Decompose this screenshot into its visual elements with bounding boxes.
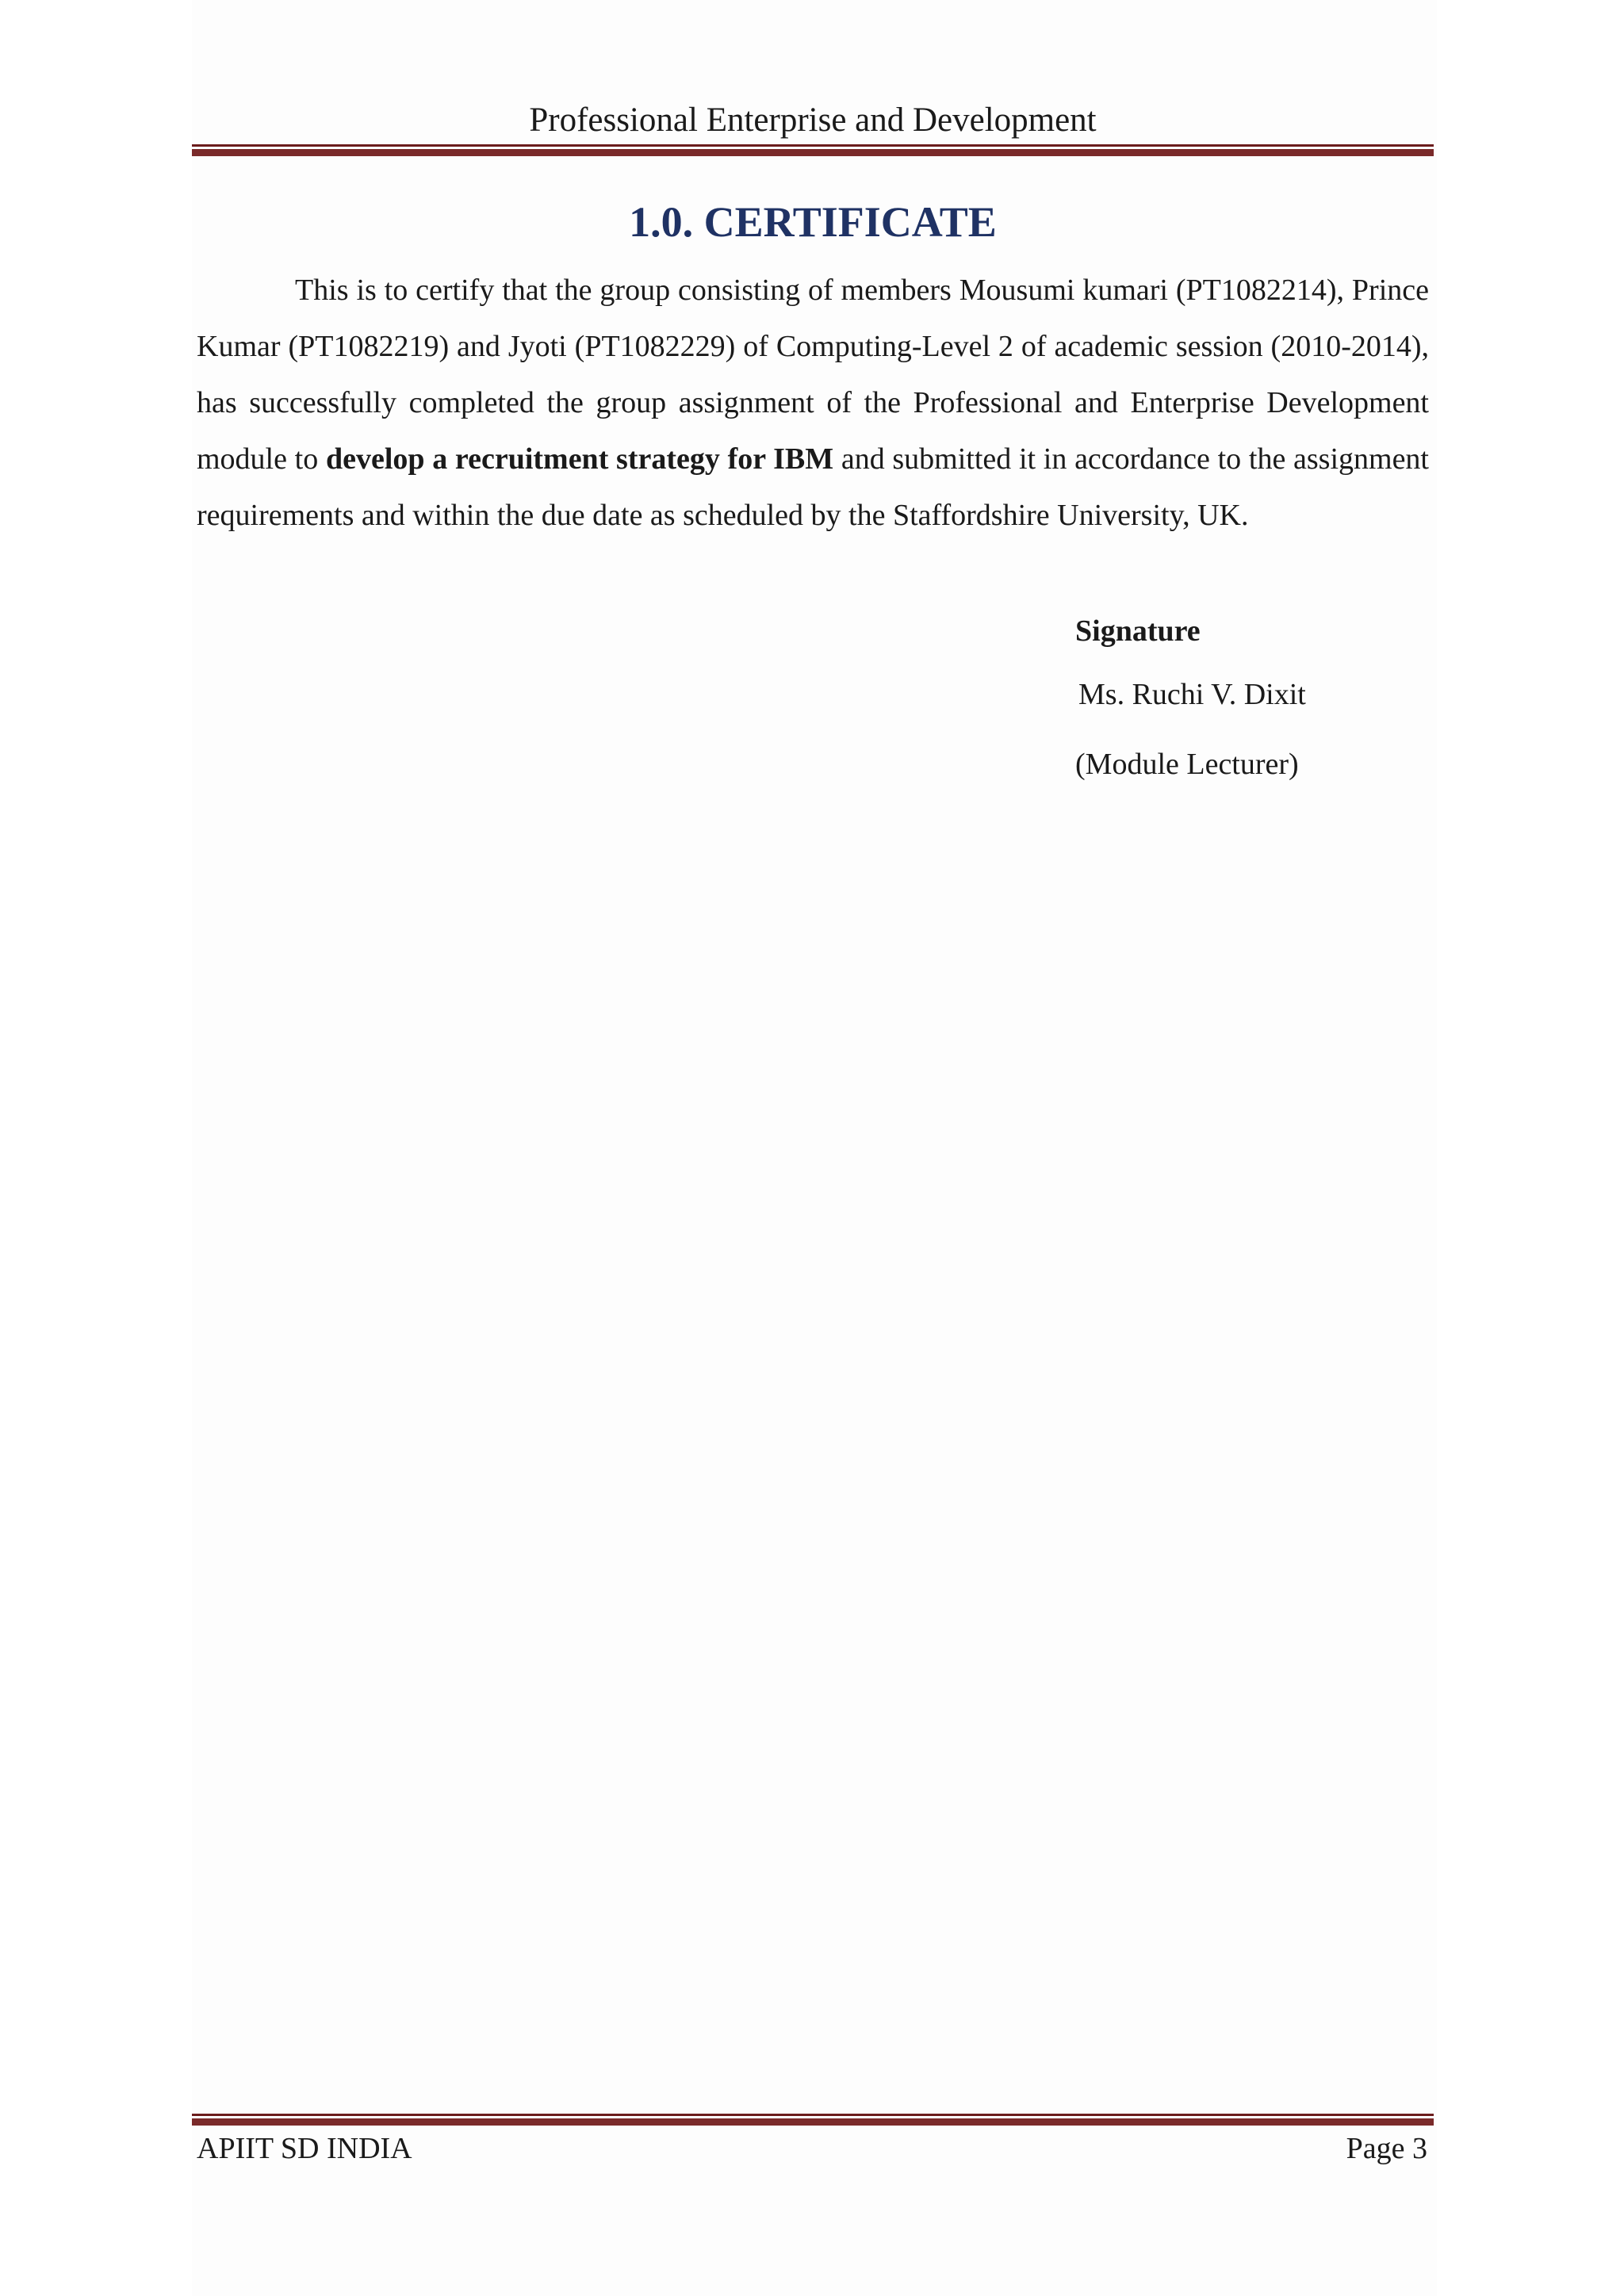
page-header-title: Professional Enterprise and Development (529, 101, 1097, 139)
section-heading: 1.0. CERTIFICATE (629, 198, 997, 246)
signature-block (1075, 603, 1306, 799)
paragraph-text-end: and submitted it in accordance to the assignment requirements and within the due date as scheduled by the Staffordshire University, UK. (197, 442, 1429, 532)
footer-institution: APIIT SD INDIA (197, 2132, 412, 2165)
footer-page-number: Page 3 (1346, 2132, 1427, 2165)
certificate-paragraph (197, 262, 1429, 544)
paragraph-bold-phrase: develop a recruitment strategy for IBM (325, 442, 834, 476)
paragraph-text-start: This is to certify that the group consisting of members Mousumi kumari (PT1082214), Prince Kumar (PT1082219) and Jyoti (PT1082229) of Computing-Level 2 of academic session (2010-2014), has successfully completed the group assignment of the Professional and Enterprise Development module to (197, 274, 1429, 476)
header-divider (192, 144, 1434, 156)
footer-divider (192, 2114, 1434, 2126)
signature-label: Signature (1075, 614, 1201, 648)
signatory-name: Ms. Ruchi V. Dixit (1078, 678, 1306, 711)
signatory-role: (Module Lecturer) (1075, 748, 1299, 781)
